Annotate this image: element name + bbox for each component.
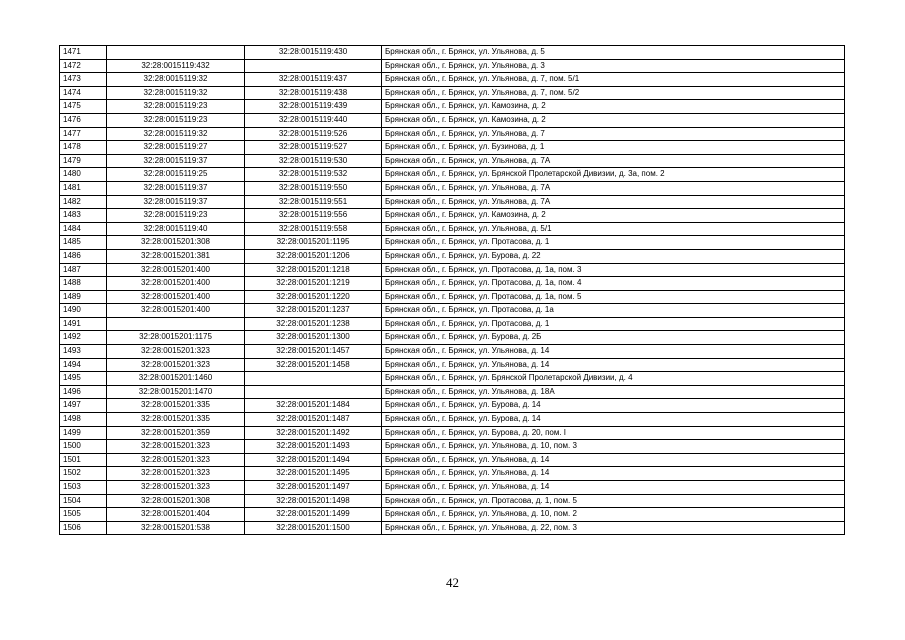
object-cadastral-number-cell: 32:28:0015201:1457	[245, 345, 382, 359]
address-cell: Брянская обл., г. Брянск, ул. Брянской Пролетарской Дивизии, д. 4	[382, 372, 845, 386]
address-cell: Брянская обл., г. Брянск, ул. Бурова, д. 22	[382, 249, 845, 263]
row-number-cell: 1486	[60, 249, 107, 263]
object-cadastral-number-cell: 32:28:0015119:437	[245, 73, 382, 87]
object-cadastral-number-cell: 32:28:0015201:1499	[245, 508, 382, 522]
table-row	[60, 521, 845, 535]
row-number-cell: 1500	[60, 440, 107, 454]
object-cadastral-number-cell: 32:28:0015119:526	[245, 127, 382, 141]
object-cadastral-number-cell: 32:28:0015201:1500	[245, 521, 382, 535]
address-cell: Брянская обл., г. Брянск, ул. Камозина, д. 2	[382, 209, 845, 223]
row-number-cell: 1494	[60, 358, 107, 372]
object-cadastral-number-cell: 32:28:0015119:440	[245, 113, 382, 127]
table-row	[60, 181, 845, 195]
source-cadastral-number-cell: 32:28:0015201:335	[107, 399, 245, 413]
source-cadastral-number-cell: 32:28:0015119:32	[107, 127, 245, 141]
row-number-cell: 1496	[60, 385, 107, 399]
source-cadastral-number-cell: 32:28:0015201:400	[107, 304, 245, 318]
source-cadastral-number-cell: 32:28:0015201:1460	[107, 372, 245, 386]
object-cadastral-number-cell: 32:28:0015201:1497	[245, 481, 382, 495]
page-number: 42	[446, 575, 459, 590]
table-row	[60, 154, 845, 168]
table-row	[60, 413, 845, 427]
row-number-cell: 1487	[60, 263, 107, 277]
table-row	[60, 46, 845, 60]
source-cadastral-number-cell: 32:28:0015119:40	[107, 222, 245, 236]
source-cadastral-number-cell: 32:28:0015201:400	[107, 277, 245, 291]
source-cadastral-number-cell: 32:28:0015201:323	[107, 358, 245, 372]
object-cadastral-number-cell: 32:28:0015201:1494	[245, 453, 382, 467]
row-number-cell: 1490	[60, 304, 107, 318]
table-row	[60, 86, 845, 100]
row-number-cell: 1480	[60, 168, 107, 182]
object-cadastral-number-cell: 32:28:0015201:1206	[245, 249, 382, 263]
row-number-cell: 1477	[60, 127, 107, 141]
object-cadastral-number-cell: 32:28:0015201:1498	[245, 494, 382, 508]
address-cell: Брянская обл., г. Брянск, ул. Ульянова, д. 7, пом. 5/1	[382, 73, 845, 87]
source-cadastral-number-cell: 32:28:0015119:25	[107, 168, 245, 182]
row-number-cell: 1483	[60, 209, 107, 223]
address-cell: Брянская обл., г. Брянск, ул. Камозина, д. 2	[382, 100, 845, 114]
address-cell: Брянская обл., г. Брянск, ул. Ульянова, д. 7А	[382, 154, 845, 168]
table-row	[60, 345, 845, 359]
table-row	[60, 358, 845, 372]
source-cadastral-number-cell: 32:28:0015201:400	[107, 290, 245, 304]
table-row	[60, 209, 845, 223]
table-row	[60, 508, 845, 522]
row-number-cell: 1498	[60, 413, 107, 427]
address-cell: Брянская обл., г. Брянск, ул. Ульянова, д. 14	[382, 453, 845, 467]
object-cadastral-number-cell: 32:28:0015119:551	[245, 195, 382, 209]
row-number-cell: 1484	[60, 222, 107, 236]
table-row	[60, 331, 845, 345]
address-cell: Брянская обл., г. Брянск, ул. Ульянова, д. 18А	[382, 385, 845, 399]
row-number-cell: 1497	[60, 399, 107, 413]
row-number-cell: 1475	[60, 100, 107, 114]
source-cadastral-number-cell	[107, 46, 245, 60]
table-row	[60, 222, 845, 236]
row-number-cell: 1472	[60, 59, 107, 73]
table-body	[60, 46, 845, 535]
address-cell: Брянская обл., г. Брянск, ул. Протасова, д. 1а, пом. 3	[382, 263, 845, 277]
source-cadastral-number-cell: 32:28:0015119:23	[107, 113, 245, 127]
source-cadastral-number-cell: 32:28:0015119:32	[107, 73, 245, 87]
object-cadastral-number-cell: 32:28:0015119:530	[245, 154, 382, 168]
table-row	[60, 127, 845, 141]
source-cadastral-number-cell	[107, 317, 245, 331]
object-cadastral-number-cell: 32:28:0015201:1495	[245, 467, 382, 481]
table-row	[60, 453, 845, 467]
object-cadastral-number-cell: 32:28:0015119:550	[245, 181, 382, 195]
object-cadastral-number-cell	[245, 385, 382, 399]
object-cadastral-number-cell: 32:28:0015119:430	[245, 46, 382, 60]
source-cadastral-number-cell: 32:28:0015119:23	[107, 209, 245, 223]
object-cadastral-number-cell: 32:28:0015201:1220	[245, 290, 382, 304]
row-number-cell: 1471	[60, 46, 107, 60]
row-number-cell: 1493	[60, 345, 107, 359]
row-number-cell: 1489	[60, 290, 107, 304]
table-row	[60, 385, 845, 399]
table-row	[60, 290, 845, 304]
table-row	[60, 277, 845, 291]
source-cadastral-number-cell: 32:28:0015201:323	[107, 453, 245, 467]
source-cadastral-number-cell: 32:28:0015201:308	[107, 236, 245, 250]
address-cell: Брянская обл., г. Брянск, ул. Ульянова, д. 14	[382, 467, 845, 481]
table-row	[60, 304, 845, 318]
source-cadastral-number-cell: 32:28:0015201:323	[107, 440, 245, 454]
row-number-cell: 1476	[60, 113, 107, 127]
source-cadastral-number-cell: 32:28:0015201:1470	[107, 385, 245, 399]
source-cadastral-number-cell: 32:28:0015201:1175	[107, 331, 245, 345]
object-cadastral-number-cell: 32:28:0015201:1493	[245, 440, 382, 454]
object-cadastral-number-cell	[245, 372, 382, 386]
cadastral-table	[59, 45, 845, 535]
source-cadastral-number-cell: 32:28:0015201:404	[107, 508, 245, 522]
table-row	[60, 481, 845, 495]
address-cell: Брянская обл., г. Брянск, ул. Бурова, д. 14	[382, 399, 845, 413]
object-cadastral-number-cell: 32:28:0015119:438	[245, 86, 382, 100]
address-cell: Брянская обл., г. Брянск, ул. Ульянова, д. 10, пом. 2	[382, 508, 845, 522]
address-cell: Брянская обл., г. Брянск, ул. Брянской Пролетарской Дивизии, д. 3а, пом. 2	[382, 168, 845, 182]
address-cell: Брянская обл., г. Брянск, ул. Бурова, д. 2Б	[382, 331, 845, 345]
row-number-cell: 1473	[60, 73, 107, 87]
row-number-cell: 1503	[60, 481, 107, 495]
address-cell: Брянская обл., г. Брянск, ул. Протасова, д. 1а, пом. 4	[382, 277, 845, 291]
address-cell: Брянская обл., г. Брянск, ул. Камозина, д. 2	[382, 113, 845, 127]
row-number-cell: 1492	[60, 331, 107, 345]
table-row	[60, 399, 845, 413]
row-number-cell: 1479	[60, 154, 107, 168]
source-cadastral-number-cell: 32:28:0015201:308	[107, 494, 245, 508]
object-cadastral-number-cell: 32:28:0015201:1218	[245, 263, 382, 277]
row-number-cell: 1481	[60, 181, 107, 195]
table-row	[60, 263, 845, 277]
object-cadastral-number-cell: 32:28:0015201:1195	[245, 236, 382, 250]
address-cell: Брянская обл., г. Брянск, ул. Бурова, д. 14	[382, 413, 845, 427]
table-row	[60, 440, 845, 454]
address-cell: Брянская обл., г. Брянск, ул. Ульянова, д. 14	[382, 345, 845, 359]
source-cadastral-number-cell: 32:28:0015119:27	[107, 141, 245, 155]
row-number-cell: 1491	[60, 317, 107, 331]
object-cadastral-number-cell: 32:28:0015201:1458	[245, 358, 382, 372]
table-row	[60, 494, 845, 508]
row-number-cell: 1504	[60, 494, 107, 508]
object-cadastral-number-cell: 32:28:0015119:532	[245, 168, 382, 182]
table-row	[60, 195, 845, 209]
address-cell: Брянская обл., г. Брянск, ул. Ульянова, д. 7	[382, 127, 845, 141]
address-cell: Брянская обл., г. Брянск, ул. Ульянова, д. 10, пом. 3	[382, 440, 845, 454]
address-cell: Брянская обл., г. Брянск, ул. Ульянова, д. 7А	[382, 195, 845, 209]
table-row	[60, 467, 845, 481]
address-cell: Брянская обл., г. Брянск, ул. Ульянова, д. 7, пом. 5/2	[382, 86, 845, 100]
source-cadastral-number-cell: 32:28:0015201:323	[107, 481, 245, 495]
row-number-cell: 1505	[60, 508, 107, 522]
address-cell: Брянская обл., г. Брянск, ул. Протасова, д. 1	[382, 317, 845, 331]
object-cadastral-number-cell: 32:28:0015119:556	[245, 209, 382, 223]
row-number-cell: 1506	[60, 521, 107, 535]
object-cadastral-number-cell: 32:28:0015201:1300	[245, 331, 382, 345]
object-cadastral-number-cell: 32:28:0015201:1484	[245, 399, 382, 413]
address-cell: Брянская обл., г. Брянск, ул. Бурова, д. 20, пом. I	[382, 426, 845, 440]
source-cadastral-number-cell: 32:28:0015201:335	[107, 413, 245, 427]
row-number-cell: 1499	[60, 426, 107, 440]
table-row	[60, 113, 845, 127]
object-cadastral-number-cell: 32:28:0015119:527	[245, 141, 382, 155]
address-cell: Брянская обл., г. Брянск, ул. Бузинова, д. 1	[382, 141, 845, 155]
table-row	[60, 141, 845, 155]
table-row	[60, 372, 845, 386]
object-cadastral-number-cell: 32:28:0015201:1219	[245, 277, 382, 291]
source-cadastral-number-cell: 32:28:0015119:37	[107, 181, 245, 195]
table-row	[60, 168, 845, 182]
source-cadastral-number-cell: 32:28:0015201:359	[107, 426, 245, 440]
table-row	[60, 317, 845, 331]
row-number-cell: 1482	[60, 195, 107, 209]
object-cadastral-number-cell: 32:28:0015119:439	[245, 100, 382, 114]
source-cadastral-number-cell: 32:28:0015201:400	[107, 263, 245, 277]
address-cell: Брянская обл., г. Брянск, ул. Ульянова, д. 14	[382, 481, 845, 495]
row-number-cell: 1478	[60, 141, 107, 155]
address-cell: Брянская обл., г. Брянск, ул. Протасова, д. 1	[382, 236, 845, 250]
table-row	[60, 426, 845, 440]
address-cell: Брянская обл., г. Брянск, ул. Ульянова, д. 5/1	[382, 222, 845, 236]
object-cadastral-number-cell: 32:28:0015201:1487	[245, 413, 382, 427]
address-cell: Брянская обл., г. Брянск, ул. Ульянова, д. 7А	[382, 181, 845, 195]
object-cadastral-number-cell: 32:28:0015119:558	[245, 222, 382, 236]
source-cadastral-number-cell: 32:28:0015201:381	[107, 249, 245, 263]
row-number-cell: 1474	[60, 86, 107, 100]
row-number-cell: 1488	[60, 277, 107, 291]
address-cell: Брянская обл., г. Брянск, ул. Ульянова, д. 22, пом. 3	[382, 521, 845, 535]
row-number-cell: 1495	[60, 372, 107, 386]
address-cell: Брянская обл., г. Брянск, ул. Ульянова, д. 14	[382, 358, 845, 372]
object-cadastral-number-cell: 32:28:0015201:1238	[245, 317, 382, 331]
address-cell: Брянская обл., г. Брянск, ул. Протасова, д. 1а, пом. 5	[382, 290, 845, 304]
table-row	[60, 249, 845, 263]
source-cadastral-number-cell: 32:28:0015201:323	[107, 345, 245, 359]
object-cadastral-number-cell	[245, 59, 382, 73]
source-cadastral-number-cell: 32:28:0015119:37	[107, 154, 245, 168]
address-cell: Брянская обл., г. Брянск, ул. Ульянова, д. 5	[382, 46, 845, 60]
source-cadastral-number-cell: 32:28:0015201:323	[107, 467, 245, 481]
source-cadastral-number-cell: 32:28:0015119:432	[107, 59, 245, 73]
row-number-cell: 1485	[60, 236, 107, 250]
source-cadastral-number-cell: 32:28:0015119:23	[107, 100, 245, 114]
row-number-cell: 1501	[60, 453, 107, 467]
table-row	[60, 100, 845, 114]
table-row	[60, 59, 845, 73]
table-row	[60, 236, 845, 250]
address-cell: Брянская обл., г. Брянск, ул. Ульянова, д. 3	[382, 59, 845, 73]
source-cadastral-number-cell: 32:28:0015119:32	[107, 86, 245, 100]
source-cadastral-number-cell: 32:28:0015201:538	[107, 521, 245, 535]
row-number-cell: 1502	[60, 467, 107, 481]
object-cadastral-number-cell: 32:28:0015201:1237	[245, 304, 382, 318]
table-row	[60, 73, 845, 87]
address-cell: Брянская обл., г. Брянск, ул. Протасова, д. 1, пом. 5	[382, 494, 845, 508]
source-cadastral-number-cell: 32:28:0015119:37	[107, 195, 245, 209]
address-cell: Брянская обл., г. Брянск, ул. Протасова, д. 1а	[382, 304, 845, 318]
object-cadastral-number-cell: 32:28:0015201:1492	[245, 426, 382, 440]
